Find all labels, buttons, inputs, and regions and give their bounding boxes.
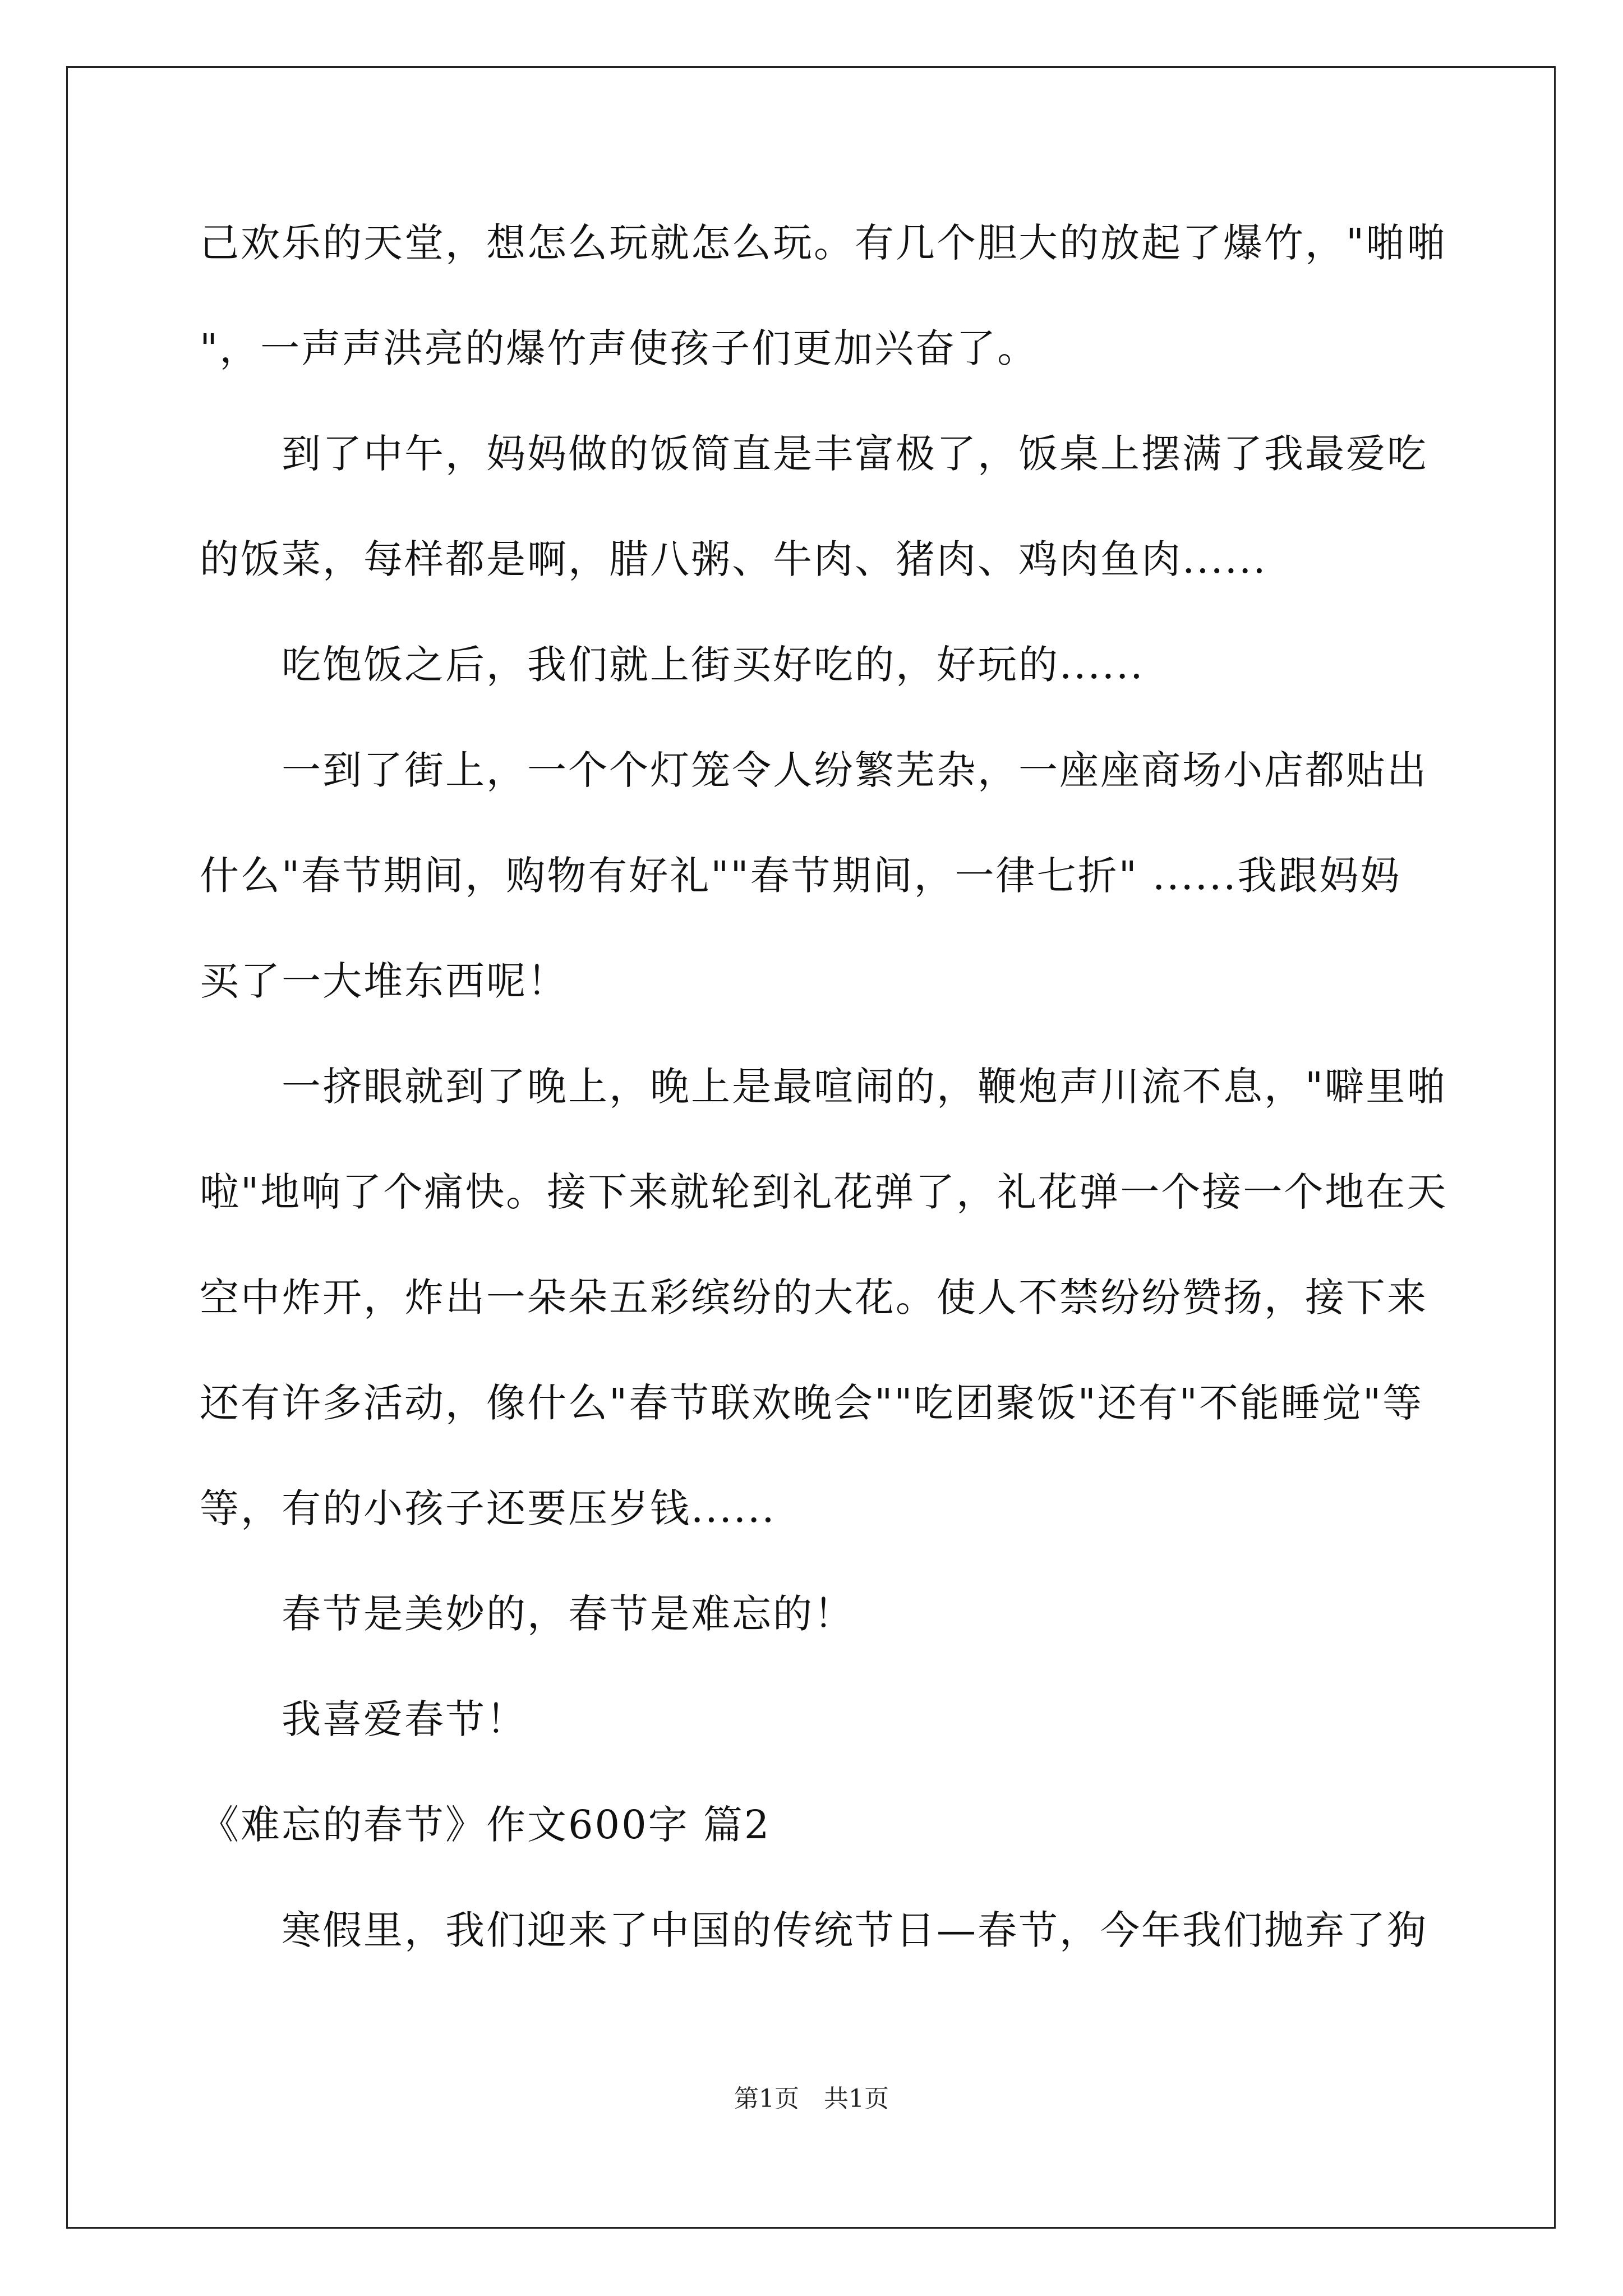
text-line-6: 一到了街上，一个个灯笼令人纷繁芜杂，一座座商场小店都贴出 bbox=[200, 747, 1428, 793]
page-footer: 第1页 共1页 bbox=[734, 2085, 889, 2113]
text-line-1: 己欢乐的天堂，想怎么玩就怎么玩。有几个胆大的放起了爆竹，"啪啪 bbox=[200, 220, 1448, 266]
text-line-8: 买了一大堆东西呢！ bbox=[200, 958, 568, 1004]
text-line-9: 一挤眼就到了晚上，晚上是最喧闹的，鞭炮声川流不息，"噼里啪 bbox=[200, 1064, 1448, 1110]
text-line-17: 寒假里，我们迎来了中国的传统节日—春节，今年我们抛弃了狗 bbox=[200, 1907, 1428, 1953]
text-line-4: 的饭菜，每样都是啊，腊八粥、牛肉、猪肉、鸡肉鱼肉...... bbox=[200, 536, 1267, 582]
text-line-5: 吃饱饭之后，我们就上街买好吃的，好玩的...... bbox=[200, 642, 1145, 688]
text-line-13: 等，有的小孩子还要压岁钱...... bbox=[200, 1485, 776, 1531]
text-line-2: "，一声声洪亮的爆竹声使孩子们更加兴奋了。 bbox=[200, 325, 1039, 371]
text-line-10: 啦"地响了个痛快。接下来就轮到礼花弹了，礼花弹一个接一个地在天 bbox=[200, 1169, 1448, 1215]
text-line-11: 空中炸开，炸出一朵朵五彩缤纷的大花。使人不禁纷纷赞扬，接下来 bbox=[200, 1274, 1428, 1320]
text-line-12: 还有许多活动，像什么"春节联欢晚会""吃团聚饭"还有"不能睡觉"等 bbox=[200, 1380, 1424, 1426]
text-line-15: 我喜爱春节！ bbox=[200, 1696, 527, 1742]
section-heading: 《难忘的春节》作文600字 篇2 bbox=[200, 1802, 771, 1848]
text-line-3: 到了中午，妈妈做的饭简直是丰富极了，饭桌上摆满了我最爱吃 bbox=[200, 431, 1428, 477]
text-line-14: 春节是美妙的，春节是难忘的！ bbox=[200, 1591, 855, 1637]
document-body bbox=[200, 217, 1448, 2009]
text-line-7: 什么"春节期间，购物有好礼""春节期间，一律七折" ......我跟妈妈 bbox=[200, 853, 1401, 899]
